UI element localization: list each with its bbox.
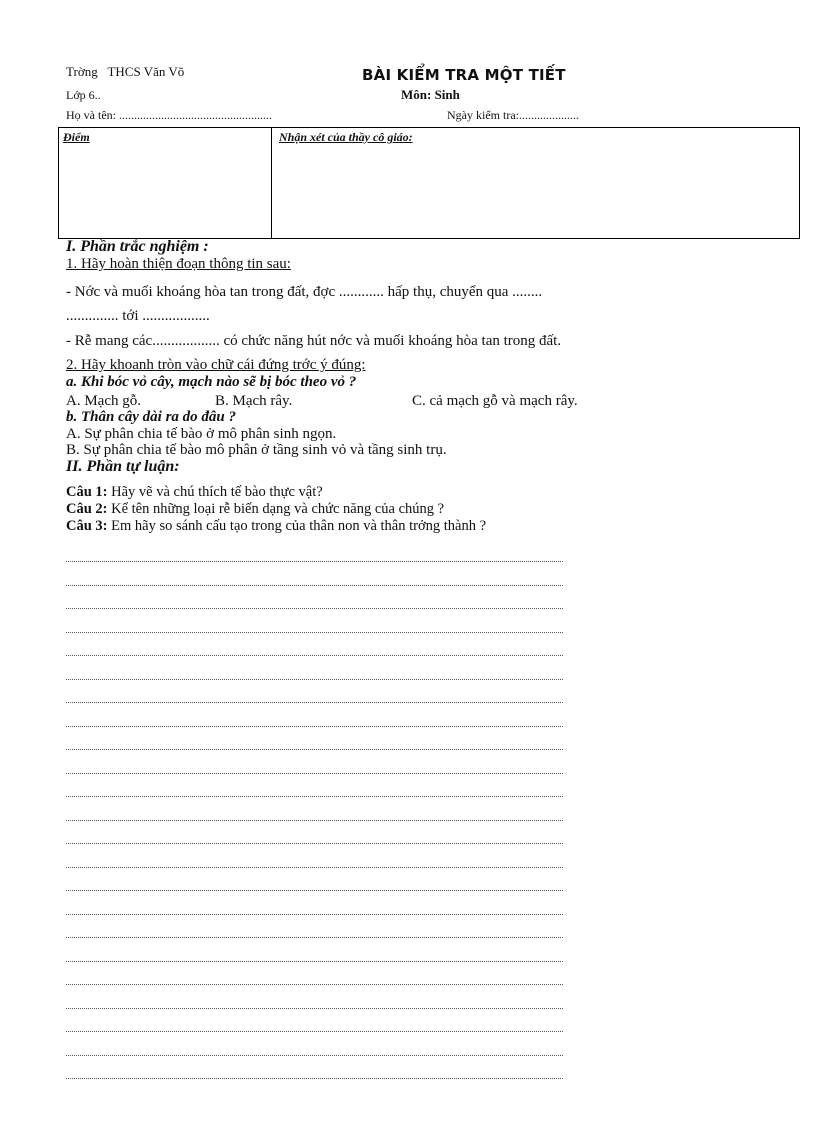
essay-question-1 — [66, 484, 323, 501]
answer-line[interactable] — [66, 773, 563, 774]
date-field[interactable]: Ngày kiểm tra:.................... — [447, 108, 579, 122]
essay-question-3-text: Em hãy so sánh cấu tạo trong của thân non và thân trởng thành ? — [107, 518, 487, 534]
essay-question-2-label: Câu 2: — [66, 501, 108, 517]
essay-question-3-label: Câu 3: — [66, 518, 108, 534]
answer-line[interactable] — [66, 1055, 563, 1056]
page-title: BÀI KIỂM TRA MỘT TIẾT — [362, 66, 566, 84]
answer-line[interactable] — [66, 820, 563, 821]
answer-line[interactable] — [66, 726, 563, 727]
answer-line[interactable] — [66, 961, 563, 962]
part1-title: I. Phần trắc nghiệm : — [66, 238, 209, 255]
essay-question-2-text: Kể tên những loại rễ biến dạng và chức năng của chúng ? — [107, 501, 445, 517]
q1-line1: - Nớc và muối khoáng hòa tan trong đất, đợc ............ hấp thụ, chuyển qua ........ — [66, 284, 543, 300]
q1-prompt: 1. Hãy hoàn thiện đoạn thông tin sau: — [66, 256, 291, 272]
school-line — [66, 64, 184, 80]
answer-line[interactable] — [66, 914, 563, 915]
answer-line[interactable] — [66, 1031, 563, 1032]
grade-box-divider — [271, 128, 272, 238]
subject-label: Môn: Sinh — [401, 87, 460, 102]
school-name: THCS Văn Võ — [107, 64, 185, 79]
essay-question-1-text: Hãy vẽ và chú thích tế bào thực vật? — [107, 484, 323, 500]
q2b-question: b. Thân cây dài ra do đâu ? — [66, 409, 237, 425]
essay-question-2 — [66, 501, 444, 518]
answer-line[interactable] — [66, 632, 563, 633]
answer-line[interactable] — [66, 585, 563, 586]
q2a-option-b[interactable]: B. Mạch rây. — [215, 393, 293, 409]
name-field[interactable]: Họ và tên: ................................................... — [66, 108, 272, 122]
q2a-question: a. Khi bóc vỏ cây, mạch nào sẽ bị bóc theo vỏ ? — [66, 374, 357, 390]
answer-line[interactable] — [66, 1078, 563, 1079]
answer-line[interactable] — [66, 796, 563, 797]
q2b-option-a[interactable]: A. Sự phân chia tế bào ở mô phân sinh ngọn. — [66, 426, 337, 442]
grade-box — [58, 127, 800, 239]
q2b-option-b[interactable]: B. Sự phân chia tế bào mô phân ở tầng sinh vỏ và tầng sinh trụ. — [66, 442, 447, 458]
answer-line[interactable] — [66, 749, 563, 750]
class-label: Lớp 6.. — [66, 88, 101, 102]
part2-title: II. Phần tự luận: — [66, 458, 180, 475]
q1-line2: .............. tới .................. — [66, 308, 210, 324]
answer-line[interactable] — [66, 867, 563, 868]
answer-line[interactable] — [66, 1008, 563, 1009]
answer-line[interactable] — [66, 843, 563, 844]
q2a-option-c[interactable]: C. cả mạch gỗ và mạch rây. — [412, 393, 578, 409]
answer-line[interactable] — [66, 679, 563, 680]
answer-line[interactable] — [66, 890, 563, 891]
school-label: Trờng — [66, 64, 98, 79]
q2a-option-a[interactable]: A. Mạch gỗ. — [66, 393, 141, 409]
score-label: Điểm — [63, 130, 90, 144]
q2-prompt: 2. Hãy khoanh tròn vào chữ cái đứng trớc ý đúng: — [66, 357, 366, 373]
essay-question-1-label: Câu 1: — [66, 484, 108, 500]
answer-line[interactable] — [66, 702, 563, 703]
answer-line[interactable] — [66, 937, 563, 938]
answer-line[interactable] — [66, 608, 563, 609]
answer-line[interactable] — [66, 561, 563, 562]
essay-question-3 — [66, 518, 486, 535]
answer-line[interactable] — [66, 655, 563, 656]
q1-line3: - Rễ mang các.................. có chức năng hút nớc và muối khoáng hòa tan trong đất. — [66, 333, 562, 349]
comment-label: Nhận xét của thầy cô giáo: — [279, 130, 413, 144]
answer-line[interactable] — [66, 984, 563, 985]
